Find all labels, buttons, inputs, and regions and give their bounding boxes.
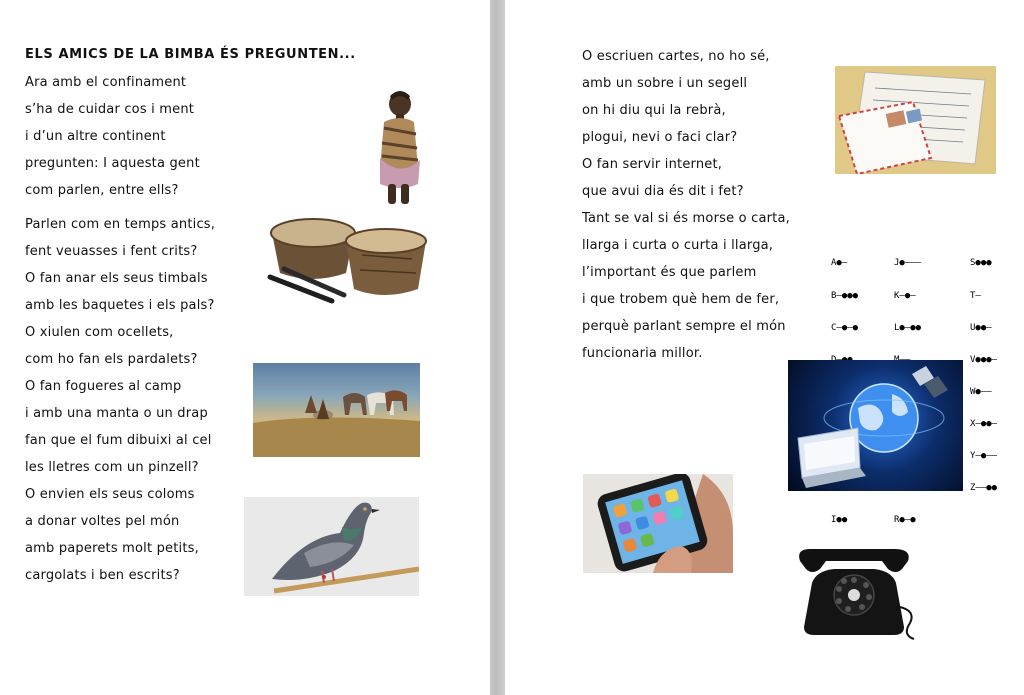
drums-image: [266, 215, 429, 315]
rotary-telephone-image: [790, 547, 918, 642]
morse-entry: T–: [970, 290, 981, 301]
poem-line: a donar voltes pel món: [25, 514, 180, 529]
poem-line: com parlen, entre ells?: [25, 183, 179, 198]
poem-line: pregunten: I aquesta gent: [25, 156, 200, 171]
poem-line: i d’un altre continent: [25, 129, 166, 144]
poem-line: fan que el fum dibuixi al cel: [25, 433, 212, 448]
morse-entry: J●–––: [894, 258, 922, 269]
poem-line: Parlen com en temps antics,: [25, 217, 216, 232]
left-page: [0, 0, 490, 695]
poem-line: O xiulen com ocellets,: [25, 325, 174, 340]
poem-line: llarga i curta o curta i llarga,: [582, 238, 774, 253]
poem-line: plogui, nevi o faci clar?: [582, 130, 738, 145]
doll-image: [372, 88, 424, 208]
poem-line: O fan servir internet,: [582, 157, 723, 172]
poem-line: s’ha de cuidar cos i ment: [25, 102, 195, 117]
smoke-signal-image: [253, 363, 420, 457]
morse-entry: R●–●: [894, 515, 916, 526]
poem-line: i amb una manta o un drap: [25, 406, 208, 421]
morse-entry: S●●●: [970, 258, 992, 269]
morse-entry: K–●–: [894, 290, 916, 301]
morse-entry: Y–●––: [970, 451, 998, 462]
morse-entry: X–●●–: [970, 418, 998, 429]
internet-globe-image: [788, 360, 963, 491]
poem-line: l’important és que parlem: [582, 265, 757, 280]
morse-entry: B–●●●: [831, 290, 859, 301]
poem-line: O escriuen cartes, no ho sé,: [582, 49, 770, 64]
poem-line: i que trobem què hem de fer,: [582, 292, 780, 307]
poem-line: amb un sobre i un segell: [582, 76, 748, 91]
morse-entry: U●●–: [970, 322, 992, 333]
right-page: [505, 0, 1024, 695]
morse-entry: I●●: [831, 515, 848, 526]
smartphone-image: [583, 474, 733, 573]
poem-line: fent veuasses i fent crits?: [25, 244, 198, 259]
poem-line: amb les baquetes i els pals?: [25, 298, 215, 313]
poem-line: perquè parlant sempre el món: [582, 319, 786, 334]
morse-entry: Z––●●: [970, 483, 998, 494]
morse-entry: W●––: [970, 386, 992, 397]
poem-line: O fan anar els seus timbals: [25, 271, 208, 286]
poem-line: cargolats i ben escrits?: [25, 568, 180, 583]
poem-line: O fan fogueres al camp: [25, 379, 182, 394]
poem-line: Ara amb el confinament: [25, 75, 187, 90]
morse-entry: A●–: [831, 258, 848, 269]
poem-line: O envien els seus coloms: [25, 487, 195, 502]
poem-line: Tant se val si és morse o carta,: [582, 211, 790, 226]
poem-line: que avui dia és dit i fet?: [582, 184, 744, 199]
poem-line: on hi diu qui la rebrà,: [582, 103, 726, 118]
poem-line: les lletres com un pinzell?: [25, 460, 199, 475]
poem-line: com ho fan els pardalets?: [25, 352, 198, 367]
letter-envelope-image: [835, 66, 996, 174]
morse-entry: C–●–●: [831, 322, 859, 333]
page-title: ELS AMICS DE LA BIMBA ÉS PREGUNTEN...: [25, 47, 356, 62]
page-gutter: [490, 0, 505, 695]
morse-entry: L●–●●: [894, 322, 922, 333]
poem-line: amb paperets molt petits,: [25, 541, 199, 556]
morse-column: [970, 237, 997, 515]
morse-entry: V●●●–: [970, 354, 998, 365]
poem-line: funcionaria millor.: [582, 346, 703, 361]
pigeon-image: [244, 497, 419, 596]
